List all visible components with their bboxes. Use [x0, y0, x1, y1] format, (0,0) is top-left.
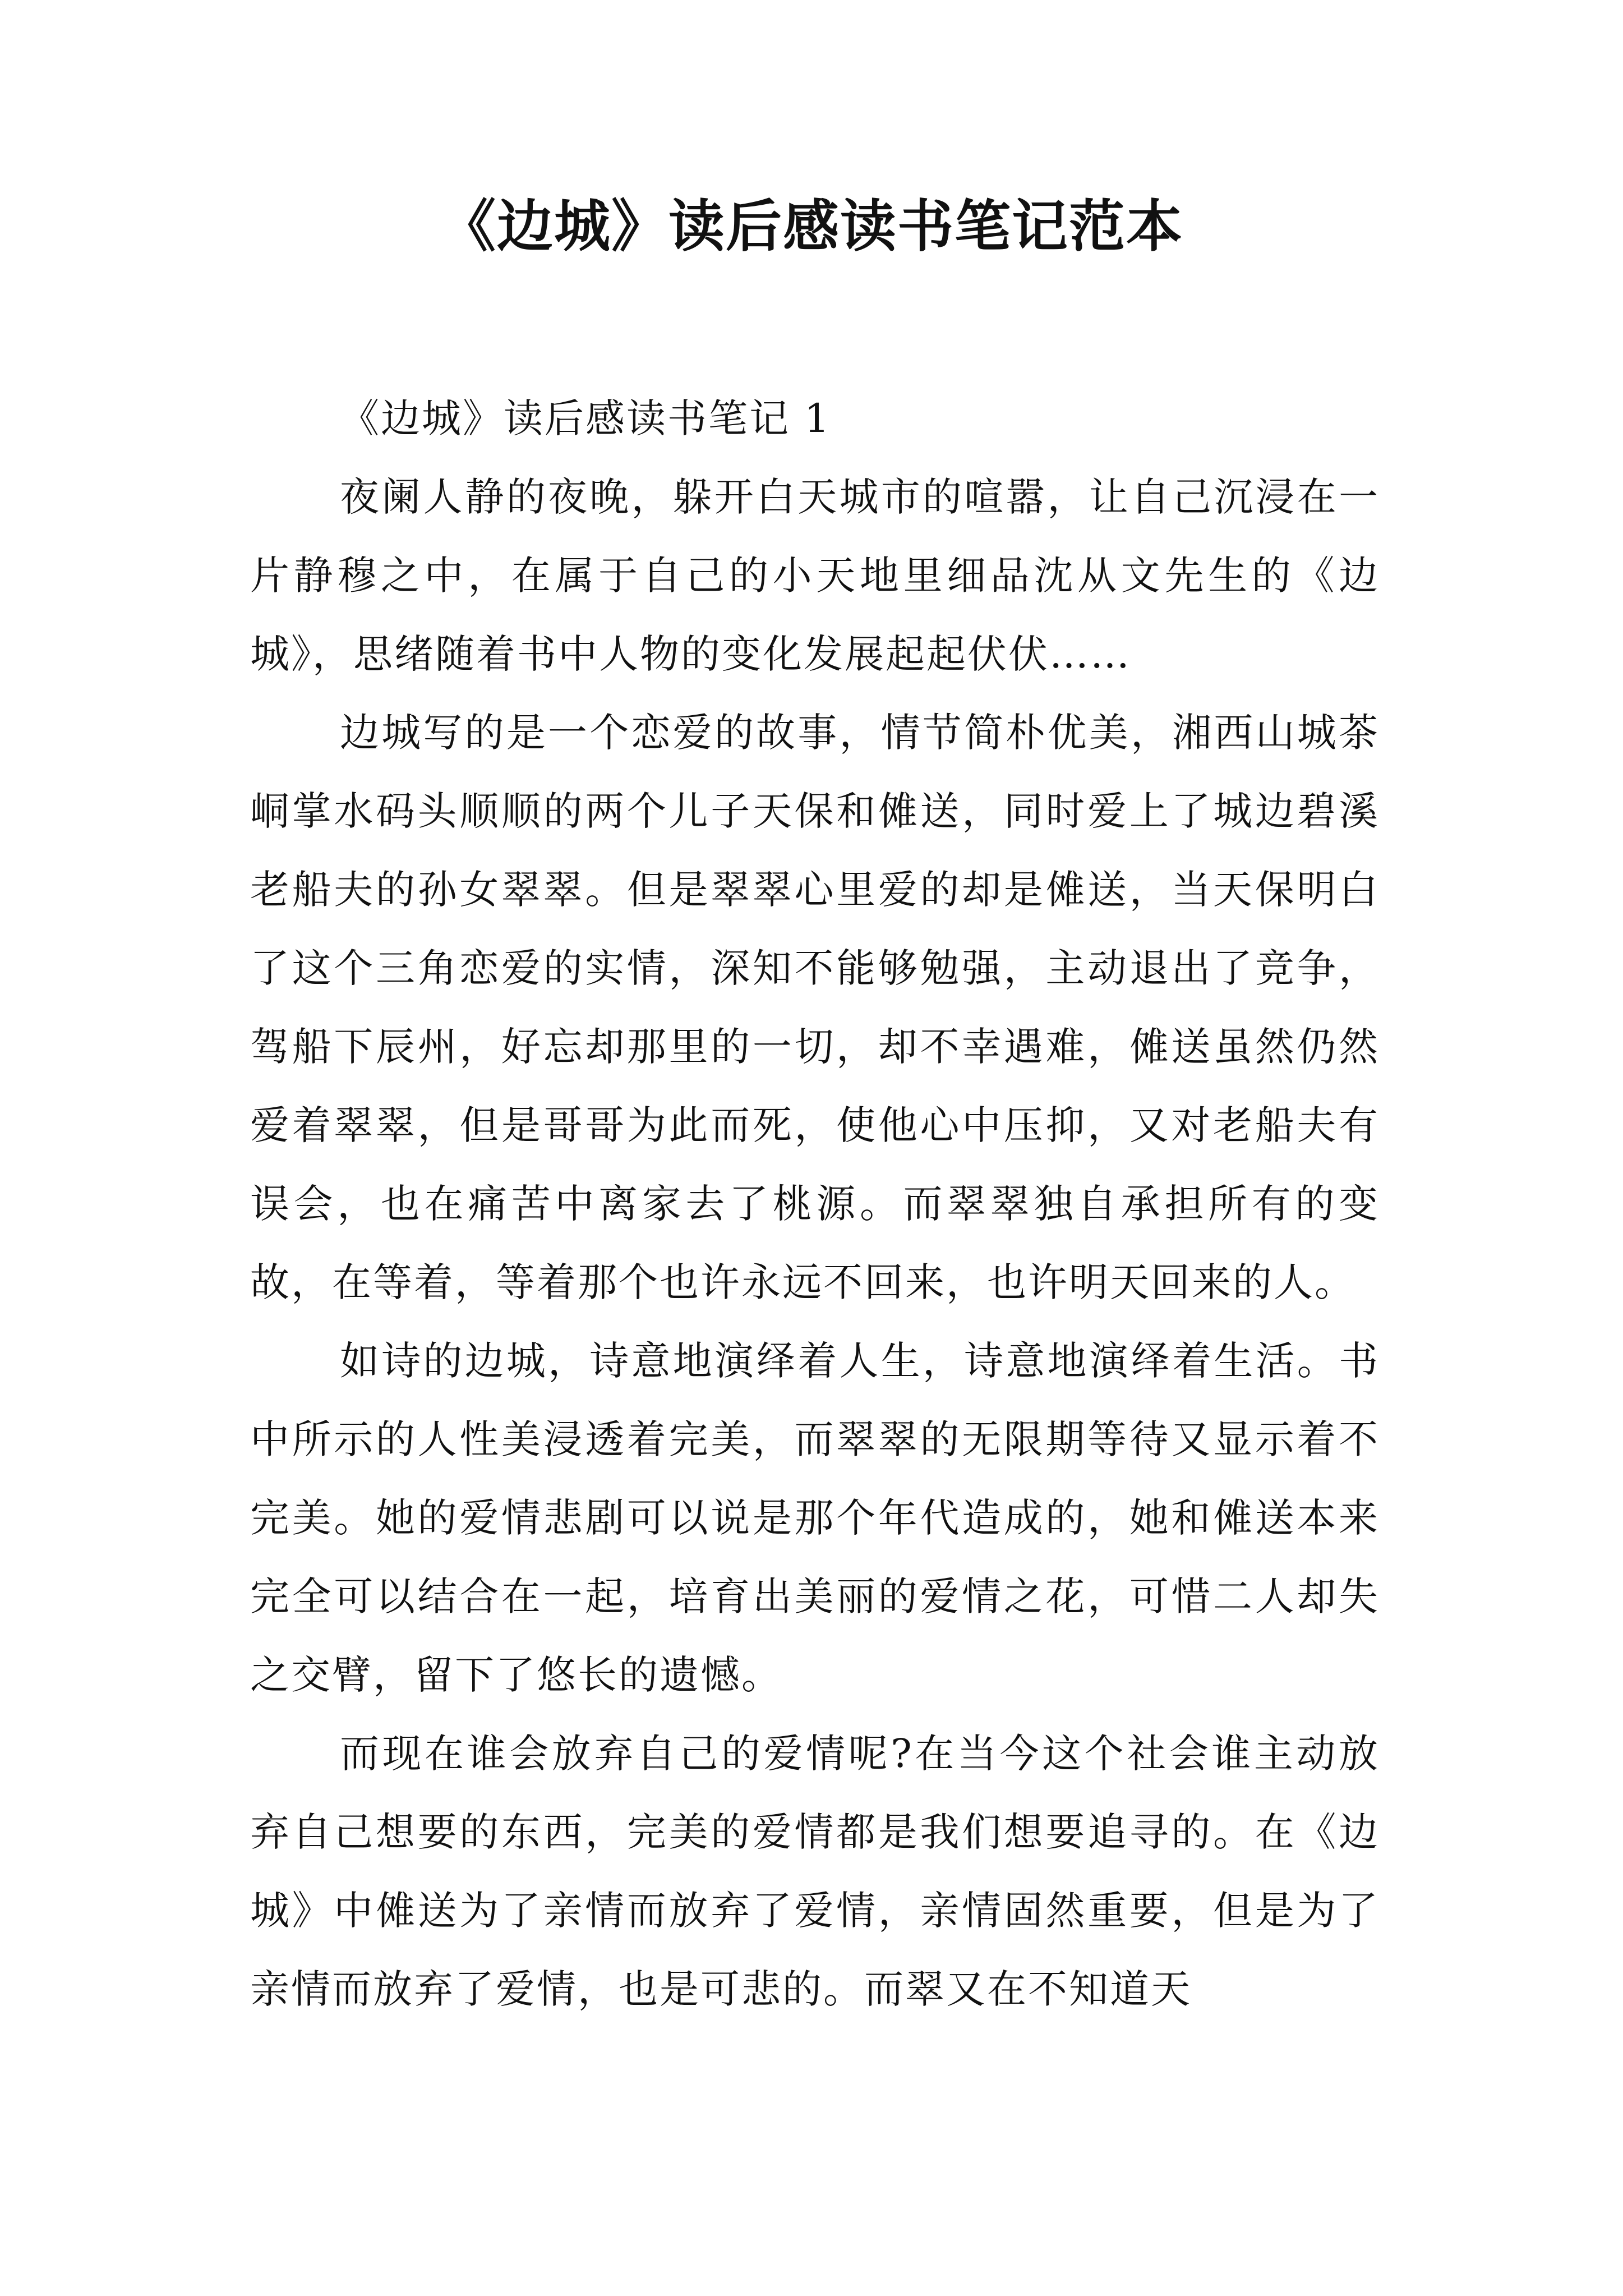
document-title: 《边城》读后感读书笔记范本 [440, 193, 1183, 259]
paragraph: 如诗的边城，诗意地演绎着人生，诗意地演绎着生活。书中所示的人性美浸透着完美，而翠翠的无限期等待又显示着不完美。她的爱情悲剧可以说是那个年代造成的，她和傩送本来完全可以结合在一起，培育出美丽的爱情之花，可惜二人却失之交臂，留下了悠长的遗憾。 [250, 1338, 1380, 1698]
document-body [250, 379, 1380, 2028]
paragraph: 夜阑人静的夜晚，躲开白天城市的喧嚣，让自己沉浸在一片静穆之中，在属于自己的小天地里细品沈从文先生的《边城》，思绪随着书中人物的变化发展起起伏伏…… [250, 474, 1380, 677]
paragraph: 边城写的是一个恋爱的故事，情节简朴优美，湘西山城茶峒掌水码头顺顺的两个儿子天保和傩送，同时爱上了城边碧溪老船夫的孙女翠翠。但是翠翠心里爱的却是傩送，当天保明白了这个三角恋爱的实情，深知不能够勉强，主动退出了竞争，驾船下辰州，好忘却那里的一切，却不幸遇难，傩送虽然仍然爱着翠翠，但是哥哥为此而死，使他心中压抑，又对老船夫有误会，也在痛苦中离家去了桃源。而翠翠独自承担所有的变故，在等着，等着那个也许永远不回来，也许明天回来的人。 [250, 710, 1380, 1305]
section-heading: 《边城》读后感读书笔记 1 [340, 395, 831, 441]
paragraph: 而现在谁会放弃自己的爱情呢?在当今这个社会谁主动放弃自己想要的东西，完美的爱情都是我们想要追寻的。在《边城》中傩送为了亲情而放弃了爱情，亲情固然重要，但是为了亲情而放弃了爱情，也是可悲的。而翠又在不知道天 [250, 1731, 1380, 2012]
